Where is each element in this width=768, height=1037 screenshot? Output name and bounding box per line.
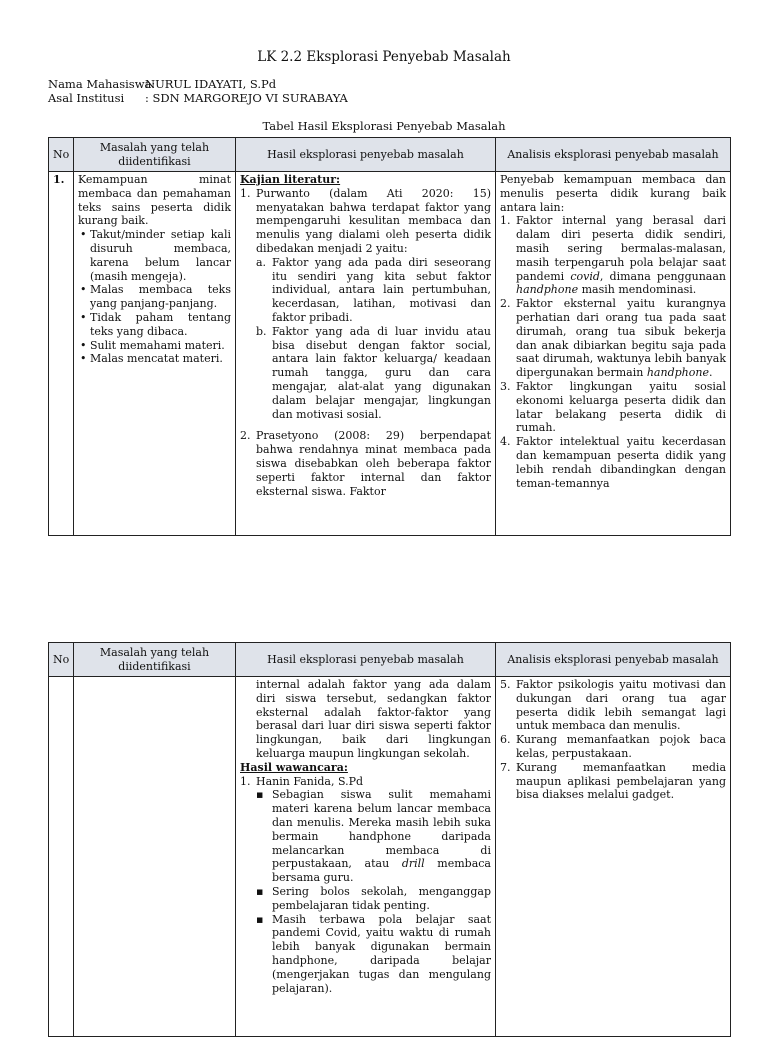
analysis-7-text: Kurang memanfaatkan media maupun aplikasi pembelajaran yang bisa diakses melalui gadget. [516, 760, 726, 802]
header-no: No [49, 138, 74, 172]
literature-2-text: Prasetyono (2008: 29) berpendapat bahwa rendahnya minat membaca pada siswa disebabkan oleh beberapa faktor seperti faktor internal dan faktor eksternal siswa. Faktor [256, 429, 491, 498]
header-hasil: Hasil eksplorasi penyebab masalah [236, 643, 496, 677]
student-name-label: Nama Mahasiswa: [48, 77, 156, 91]
interview-points [256, 788, 491, 995]
analysis-1-text-b: , dimana penggunaan [599, 269, 726, 283]
header-hasil: Hasil eksplorasi penyebab masalah [236, 138, 496, 172]
analysis-1-covid: covid [570, 269, 600, 283]
student-name-line [48, 77, 276, 91]
analysis-2-handphone: handphone [646, 366, 709, 380]
problem-cell [74, 172, 236, 536]
list-item: • Takut/minder setiap kali disuruh membaca, karena belum lancar (masih mengeja). [90, 228, 231, 283]
student-name-value: NURUL IDAYATI, S.Pd [145, 77, 277, 91]
analysis-1-text-c: masih mendominasi. [578, 283, 697, 297]
table-header-row [49, 138, 731, 172]
list-item [256, 324, 491, 422]
analysis-1-text: Faktor internal yang berasal dari dalam diri peserta didik sendiri, masih sering bermalas-malasan, masih terpengaruh pola belajar saat pandemi [516, 214, 726, 283]
list-item [500, 760, 726, 802]
header-masalah: Masalah yang telah diidentifikasi [74, 643, 236, 677]
analysis-cell [496, 172, 731, 536]
problem-intro: Kemampuan minat membaca dan pemahaman teks sains peserta didik kurang baik. [78, 173, 231, 228]
kajian-heading: Kajian literatur: [240, 173, 341, 186]
list-item [500, 379, 726, 435]
list-number: 2. [500, 297, 511, 311]
exploration-cell [236, 172, 496, 536]
table-row [49, 677, 731, 1037]
interviewee-name: Hanin Fanida, S.Pd [256, 774, 364, 788]
list-item [500, 297, 726, 380]
literature-list [240, 187, 491, 499]
list-item [240, 186, 491, 430]
analysis-1-handphone: handphone [516, 283, 579, 297]
header-analisis: Analisis eksplorasi penyebab masalah [496, 138, 731, 172]
row-number: 1. [49, 172, 74, 536]
exploration-cell [236, 677, 496, 1037]
cause-exploration-table-1 [48, 137, 731, 536]
list-item [240, 774, 491, 996]
analysis-4-text: Faktor intelektual yaitu kecerdasan dan kemampuan peserta didik yang lebih rendah dibandingkan dengan teman-temannya [516, 435, 726, 490]
row-number-empty [49, 677, 74, 1037]
table-caption: Tabel Hasil Eksplorasi Penyebab Masalah [262, 119, 506, 133]
table-row [49, 172, 731, 536]
problem-bullet-list [78, 228, 231, 366]
list-item: ▪ Sering bolos sekolah, menganggap pembelajaran tidak penting. [272, 885, 491, 913]
literature-1b-text: Faktor yang ada di luar invidu atau bisa disebut dengan faktor social, antara lain faktor keluarga/ keadaan rumah tangga, guru dan cara mengajar, alat-alat yang digunakan dalam belajar mengajar, lingkungan dan motivasi sosial. [272, 324, 491, 421]
interview-point-1: Sebagian siswa sulit memahami materi karena belum lancar membaca dan menulis. Mereka masih lebih suka bermain handphone daripada melancarkan membaca di perpustakaan, atau [272, 788, 491, 871]
list-item [240, 429, 491, 498]
list-item: • Malas membaca teks yang panjang-panjang. [90, 283, 231, 311]
list-item [272, 788, 491, 885]
list-number: 5. [500, 678, 511, 691]
list-number: 3. [500, 379, 511, 393]
analysis-5-text: Faktor psikologis yaitu motivasi dan dukungan dari orang tua agar peserta didik lebih semangat lagi untuk membaca dan menulis. [516, 678, 726, 733]
list-number: 4. [500, 435, 511, 449]
interview-point-1-end: membaca bersama guru. [272, 857, 491, 885]
analysis-cell [496, 677, 731, 1037]
header-no: No [49, 643, 74, 677]
analysis-intro: Penyebab kemampuan membaca dan menulis peserta didik kurang baik antara lain: [500, 173, 726, 214]
list-number: 2. [240, 429, 251, 443]
analysis-list [500, 678, 726, 802]
interview-point-1-drill: drill [401, 857, 425, 871]
list-number: 1. [500, 214, 511, 228]
list-item: • Sulit memahami materi. [90, 339, 231, 353]
header-masalah: Masalah yang telah diidentifikasi [74, 138, 236, 172]
list-item [500, 435, 726, 490]
problem-cell-empty [74, 677, 236, 1037]
literature-1a-text: Faktor yang ada pada diri seseorang itu sendiri yang kita sebut faktor individual, antara lain pertumbuhan, kecerdasan, latihan, motivasi dan faktor pribadi. [272, 255, 491, 324]
list-number: 6. [500, 733, 511, 747]
institution-line [48, 91, 348, 105]
list-item: • Malas mencatat materi. [90, 352, 231, 366]
list-item: • Tidak paham tentang teks yang dibaca. [90, 311, 231, 339]
list-item [256, 255, 491, 325]
analysis-2-text: Faktor eksternal yaitu kurangnya perhatian dari orang tua pada saat dirumah, orang tua sibuk bekerja dan anak dibiarkan begitu saja pada saat dirumah, waktunya lebih banyak dipergunakan bermain [516, 297, 726, 380]
institution-label: Asal Institusi [48, 91, 125, 105]
analysis-list [500, 214, 726, 490]
analysis-6-text: Kurang memanfaatkan pojok baca kelas, perpustakaan. [516, 733, 726, 760]
institution-value: : SDN MARGOREJO VI SURABAYA [145, 91, 348, 105]
sub-list [256, 256, 491, 422]
table-header-row [49, 643, 731, 677]
list-number: 1. [240, 186, 251, 200]
list-letter: b. [256, 324, 267, 338]
cause-exploration-table-2 [48, 642, 731, 1037]
literature-2-continued: internal adalah faktor yang ada dalam diri siswa tersebut, sedangkan faktor eksternal adalah faktor-faktor yang berasal dari luar diri siswa seperti faktor lingkungan, baik dari lingkungan keluarga maupun lingkungan sekolah. [256, 678, 491, 760]
list-number: 7. [500, 760, 511, 774]
list-item: ▪ Masih terbawa pola belajar saat pandemi Covid, yaitu waktu di rumah lebih banyak digunakan bermain handphone, daripada belajar (mengerjakan tugas dan mengulang pelajaran). [272, 913, 491, 996]
literature-1-text: Purwanto (dalam Ati 2020: 15) menyatakan bahwa terdapat faktor yang mempengaruhi kesulitan membaca dan menulis yang dialami oleh peserta didik dibedakan menjadi 2 yaitu: [256, 186, 491, 255]
list-item [500, 214, 726, 297]
list-letter: a. [256, 255, 267, 269]
list-item [500, 733, 726, 761]
header-analisis: Analisis eksplorasi penyebab masalah [496, 643, 731, 677]
list-number: 1. [240, 774, 251, 788]
wawancara-heading: Hasil wawancara: [240, 760, 348, 774]
analysis-2-text-b: . [708, 366, 713, 380]
interview-list [240, 775, 491, 996]
analysis-3-text: Faktor lingkungan yaitu sosial ekonomi keluarga peserta didik dan latar belakang peserta didik di rumah. [516, 379, 726, 435]
document-title: LK 2.2 Eksplorasi Penyebab Masalah [257, 49, 511, 65]
list-item [500, 678, 726, 733]
